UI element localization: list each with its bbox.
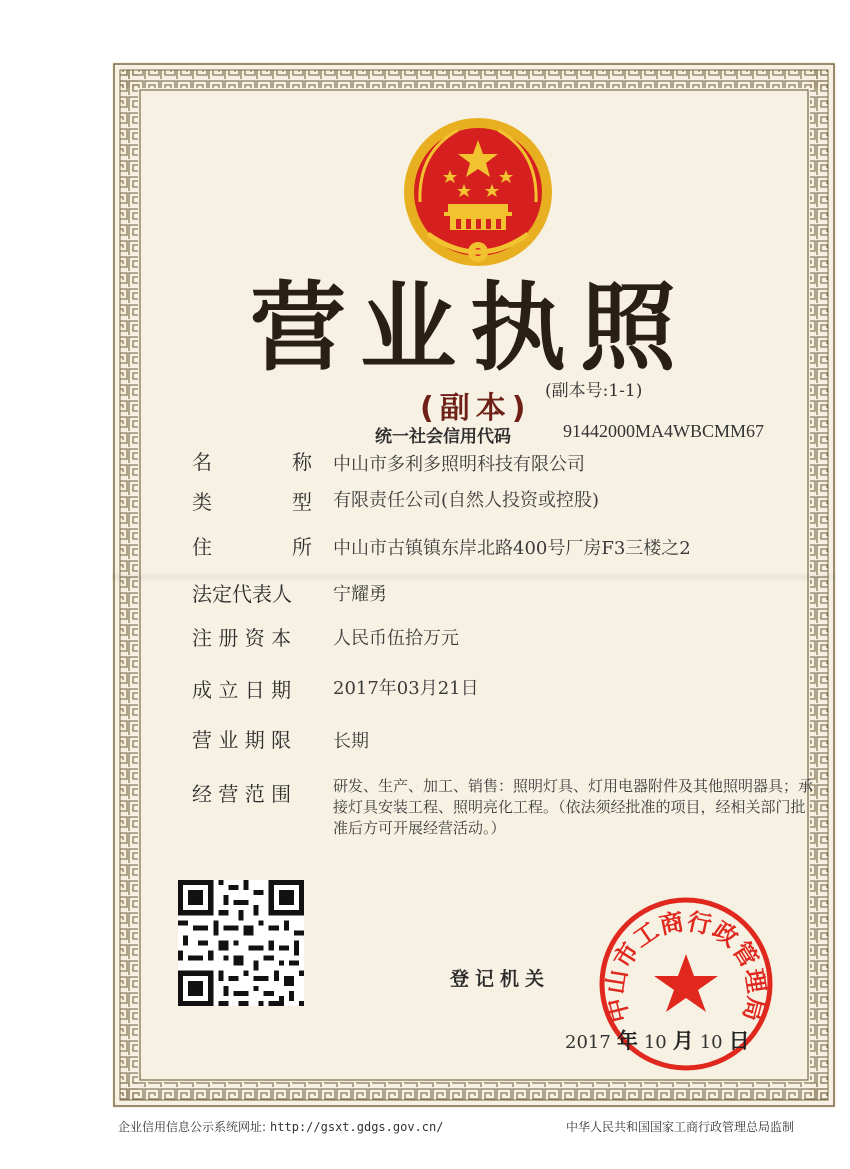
- legal-rep-label: 法定代表人: [192, 582, 292, 606]
- qr-code-icon[interactable]: [178, 880, 304, 1006]
- footer-supervisor: 中华人民共和国国家工商行政管理总局监制: [566, 1120, 795, 1134]
- type-label: 类 型: [192, 490, 312, 514]
- type-value: 有限责任公司(自然人投资或控股): [333, 490, 600, 511]
- address-value: 中山市古镇镇东岸北路400号厂房F3三楼之2: [333, 538, 691, 559]
- footer-website-url[interactable]: http://gsxt.gdgs.gov.cn/: [270, 1120, 444, 1134]
- capital-value: 人民币伍拾万元: [333, 628, 459, 649]
- footer-website: [118, 1118, 443, 1135]
- scope-value: 研发、生产、加工、销售：照明灯具、灯用电器附件及其他照明器具；承接灯具安装工程、照明亮化工程。（依法须经批准的项目，经相关部门批准后方可开展经营活动。）: [333, 777, 814, 837]
- seal-text: 中山市工商行政管理局: [601, 907, 771, 1026]
- capital-label: 注 册 资 本: [192, 626, 292, 650]
- scope-label: 经 营 范 围: [192, 782, 292, 806]
- date-day-unit: 日: [728, 1029, 750, 1053]
- term-label: 营 业 期 限: [192, 728, 292, 752]
- term-value: 长期: [333, 731, 369, 752]
- registration-date: [565, 1025, 756, 1055]
- copy-label: (副本): [420, 391, 532, 426]
- license-title: 营业执照: [250, 272, 690, 384]
- registration-authority-label: 登记机关: [450, 968, 551, 990]
- credit-code-value: 91442000MA4WBCMM67: [563, 421, 765, 441]
- name-label: 名 称: [192, 450, 312, 474]
- footer-website-label: 企业信用信息公示系统网址:: [118, 1120, 267, 1134]
- national-emblem-icon: [398, 112, 558, 272]
- established-label: 成 立 日 期: [192, 678, 292, 702]
- copy-number: (副本号:1-1): [545, 381, 643, 401]
- established-value: 2017年03月21日: [333, 678, 479, 699]
- date-month: 10: [643, 1032, 667, 1053]
- date-year: 2017: [565, 1032, 611, 1053]
- legal-rep-value: 宁耀勇: [333, 584, 387, 605]
- date-month-unit: 月: [672, 1029, 694, 1053]
- credit-code-label: 统一社会信用代码: [375, 427, 511, 447]
- date-day: 10: [699, 1032, 723, 1053]
- address-label: 住 所: [192, 535, 312, 559]
- name-value: 中山市多利多照明科技有限公司: [333, 454, 585, 475]
- date-year-unit: 年: [616, 1029, 638, 1053]
